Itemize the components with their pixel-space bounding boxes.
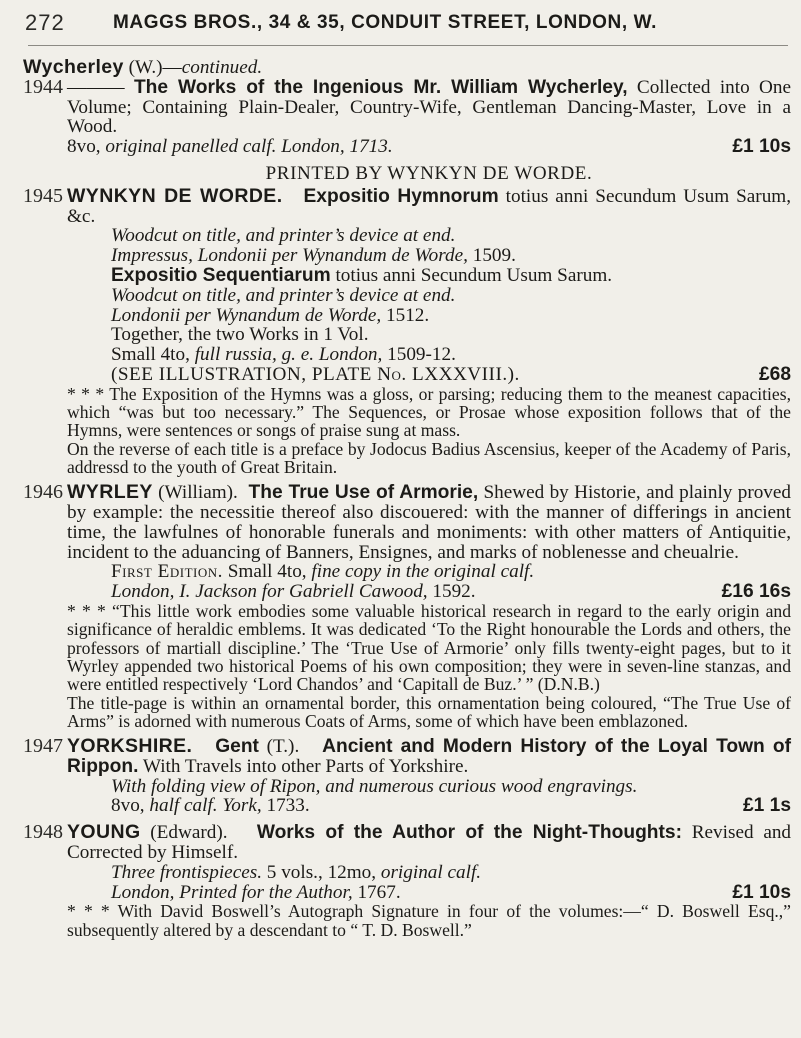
entry-price: £1 10s <box>732 136 791 158</box>
running-head: MAGGS BROS., 34 & 35, CONDUIT STREET, LONDON, W. <box>113 12 657 33</box>
entry-imprint: Impressus, Londonii per Wynandum de Worde, <box>111 245 468 267</box>
entry-year: 1509. <box>467 245 516 267</box>
entry-number: 1946 <box>23 481 63 504</box>
entry-heading: YOUNG <box>67 821 141 844</box>
entry-title: The Works of the Ingenious Mr. William Wycherley, <box>133 76 628 98</box>
entry-description-2: totius anni Secundum Usum Sarum. <box>330 264 613 286</box>
entry-heading-rest: (Edward). <box>140 822 228 844</box>
entry-dash: ——— <box>67 76 134 98</box>
entry-imprint: London, I. Jackson for Gabriell Cawood, <box>111 581 428 603</box>
entry-price: £1 10s <box>732 881 791 903</box>
entry-illustration-note: Three frontispieces. <box>111 861 262 883</box>
entry-description: Shewed by Historie, and plainly proved by example: the necessitie thereof also discouered: with the manner of differings in ancient time, the lawfulnes of honorable funerals and moniments: with other matters of Antiquitie, incident to the aduancing of Banners, Ensignes, and marks of noblenesse and cheualrie. <box>67 482 792 563</box>
entry-imprint: original panelled calf. London, 1713. <box>105 136 393 158</box>
entry-1947 <box>23 737 791 816</box>
entry-year: 1592. <box>427 581 476 603</box>
entry-year-2: 1512. <box>381 304 430 326</box>
entry-edition: First Edition. <box>111 561 223 583</box>
page-header <box>25 10 785 36</box>
entry-format: Small 4to, <box>111 344 195 366</box>
entry-price: £16 16s <box>721 581 791 603</box>
entry-note: * * * The Exposition of the Hymns was a gloss, or parsing; reducing them to the meanest capacities, which “was but too necessary.” The Sequences, or Prosae whose exposition follows that of the Hymns, were sentences or songs of praise sung at mass. <box>67 383 791 441</box>
entry-1945 <box>23 184 792 477</box>
entry-illustration-note-2: Woodcut on title, and printer’s device at end. <box>111 284 456 306</box>
entry-heading: YORKSHIRE. <box>67 735 193 758</box>
entry-description: Revised and Corrected by Himself. <box>67 822 792 864</box>
entry-title-2: Expositio Sequentiarum <box>111 264 331 286</box>
entry-binding: half calf. York, <box>149 795 262 817</box>
entry-format: 5 vols., 12mo, <box>262 861 381 883</box>
section-heading <box>23 164 791 184</box>
entry-binding: full russia, g. e. London, <box>194 344 383 366</box>
entry-text <box>67 78 791 157</box>
entry-author-rest: (T.). <box>258 736 300 758</box>
entry-number: 1945 <box>23 184 63 207</box>
entry-illustration-note: Woodcut on title, and printer’s device at end. <box>111 225 456 247</box>
entry-price: £1 1s <box>742 795 791 817</box>
entry-format: 8vo, <box>111 795 150 817</box>
entry-plate-ref: (SEE ILLUSTRATION, PLATE No. LXXXVIII.). <box>111 363 520 385</box>
entry-1946 <box>23 483 791 730</box>
entry-title: Works of the Author of the Night-Thoughts: <box>256 822 682 844</box>
entry-format: Small 4to, <box>222 561 312 583</box>
page-number: 272 <box>25 10 65 35</box>
entry-heading: WYNKYN DE WORDE. <box>67 184 283 207</box>
entry-text <box>67 483 791 602</box>
entry-description: totius anni Secundum Usum Sarum, &c. <box>67 185 792 227</box>
entry-heading-rest: (William). <box>152 482 238 504</box>
entry-number: 1947 <box>23 735 63 758</box>
entry-format: 8vo, <box>67 136 106 158</box>
entry-imprint: London, Printed for the Author, <box>111 881 353 903</box>
continued-author: Wycherley <box>23 56 124 78</box>
entry-number: 1944 <box>23 75 63 98</box>
entry-number: 1948 <box>23 821 63 844</box>
entry-note: * * * “This little work embodies some valuable historical research in regard to the early origin and significance of heraldic emblems. It was dedicated ‘To the Right honourable the Lords and others, the professors of martiall discipline.’ The ‘True Use of Armorie’ only fills twenty-eight pages, but to it Wyrley appended two historical Poems of his own composition; they were in seven-line stanzas, and were entitled respectively ‘Lord Chandos’ and ‘Capitall de Buz.’ ” (D.N.B.) <box>67 601 791 695</box>
entry-text <box>67 823 791 902</box>
catalogue-body <box>23 58 791 946</box>
entry-description: With Travels into other Parts of Yorkshire. <box>138 755 469 777</box>
entry-binding-year: 1509-12. <box>382 344 456 366</box>
continued-rest: (W.)— <box>123 57 182 78</box>
entry-title: The True Use of Armorie, <box>248 482 479 504</box>
entry-together: Together, the two Works in 1 Vol. <box>111 324 369 346</box>
entry-illustration-note: With folding view of Ripon, and numerous curious wood engravings. <box>111 775 638 797</box>
entry-description: Collected into One Volume; Containing Plain-Dealer, Country-Wife, Gentleman Dancing-Master, Love in a Wood. <box>67 76 792 138</box>
entry-heading: WYRLEY <box>67 481 153 504</box>
entry-title: Expositio Hymnorum <box>303 185 499 207</box>
entry-text <box>67 184 792 385</box>
section-heading-text: PRINTED BY WYNKYN DE WORDE. <box>265 162 593 184</box>
entry-year: 1767. <box>352 881 401 903</box>
entry-binding: fine copy in the original calf. <box>311 561 535 583</box>
entry-note-2: On the reverse of each title is a preface by Jodocus Badius Ascensius, keeper of the Academy of Paris, addressd to the youth of Great Britain. <box>67 438 791 477</box>
header-rule <box>28 45 788 46</box>
entry-text <box>67 737 791 816</box>
entry-imprint-2: Londonii per Wynandum de Worde, <box>111 304 382 326</box>
entry-author: Gent <box>215 736 259 758</box>
entry-1948 <box>23 823 791 939</box>
continued-suffix: continued. <box>181 57 263 78</box>
entry-note: * * * With David Boswell’s Autograph Signature in four of the volumes:—“ D. Boswell Esq.,” subsequently altered by a descendant to “ T. D. Boswell.” <box>67 901 791 940</box>
continued-heading <box>23 58 791 78</box>
entry-price: £68 <box>758 363 791 385</box>
entry-title: Ancient and Modern History of the Loyal Town of Rippon. <box>67 736 792 777</box>
entry-note-2: The title-page is within an ornamental border, this ornamentation being coloured, “The True Use of Arms” is adorned with numerous Coats of Arms, some of which have been emblazoned. <box>67 692 791 731</box>
entry-binding: original calf. <box>380 861 482 883</box>
entry-year: 1733. <box>261 795 310 817</box>
entry-1944 <box>23 58 791 157</box>
